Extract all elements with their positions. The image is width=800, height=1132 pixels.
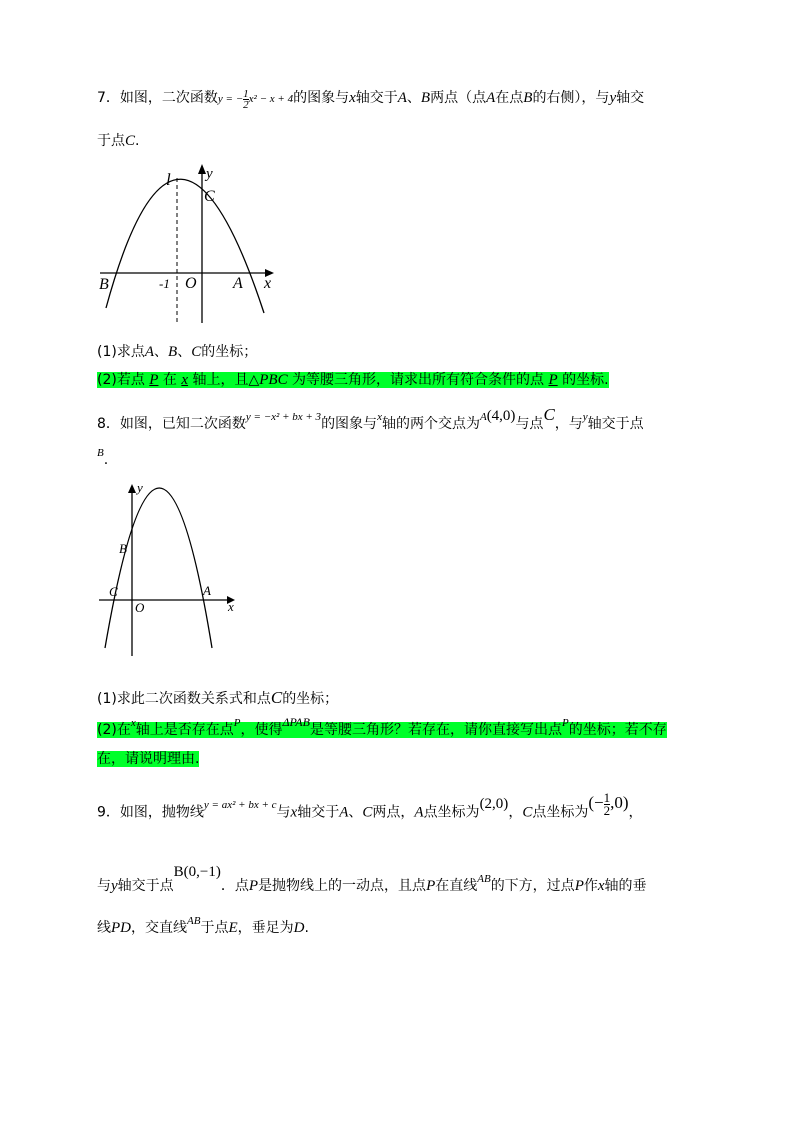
q8-line-2 [97, 447, 109, 471]
q9-text: 点坐标为 [423, 804, 480, 821]
q9-frac-num: 1 [603, 790, 611, 805]
q7-text: 轴交于 [355, 90, 398, 106]
q7-var-b: B [420, 90, 431, 106]
q9-var-x: x [290, 804, 298, 821]
q7-text: (1)求点 [97, 344, 145, 360]
q9-formula: y = ax² + bx + c [203, 799, 277, 812]
q9-frac-den: 2 [603, 803, 611, 818]
q9-var-d: D [293, 920, 305, 936]
q8-text: (1)求此二次函数关系式和点 [97, 691, 271, 707]
q8-graph [95, 478, 250, 658]
q7-text: 在 [158, 372, 182, 388]
q8-label-a: A [203, 583, 211, 598]
q7-var-y: y [609, 90, 617, 106]
q7-text: . [135, 133, 140, 149]
q7-label-x: x [264, 275, 272, 292]
q8-var-c: C [270, 688, 283, 707]
q9-c-coord-close: ,0) [610, 793, 629, 813]
q7-text: 于点 [97, 133, 125, 149]
q7-line-1 [97, 88, 644, 110]
q8-text: 轴的两个交点为 [381, 416, 480, 432]
q9-var-a: A [339, 804, 349, 821]
q7-var-pbc: PBC [259, 372, 288, 388]
q7-text: 轴交 [616, 90, 645, 106]
q7-label-y: y [206, 166, 213, 182]
q7-var-x: x [181, 372, 189, 388]
q8-text: . [103, 452, 109, 468]
q9-text: 如图，抛物线 [119, 804, 204, 821]
q7-var-x: x [349, 90, 356, 106]
q8-label-o: O [135, 600, 145, 615]
q9-number: 9． [97, 804, 120, 821]
q7-label-l: l [166, 170, 171, 189]
q8-var-x: x [130, 717, 136, 729]
q9-text: 轴交于点 [117, 878, 174, 894]
q7-formula-post: x² − x + 4 [248, 93, 294, 105]
q7-label-b: B [99, 276, 109, 293]
q7-line-2 [97, 131, 139, 151]
q9-text: ， [628, 804, 643, 821]
q7-text: 的坐标. [557, 372, 609, 388]
q9-text: 在直线 [435, 878, 478, 894]
q8-a-coord: (4,0) [486, 408, 516, 424]
q9-text: 作 [583, 878, 598, 894]
q9-text: 点坐标为 [532, 804, 589, 821]
q7-y-arrow [198, 164, 206, 174]
q7-text: (2)若点 [97, 372, 150, 388]
q9-var-pd: PD [111, 920, 131, 936]
q8-text: ，与 [554, 416, 583, 432]
q7-var-b: B [523, 90, 533, 106]
q9-text: ．点 [220, 878, 249, 894]
q8-text: (2)在 [97, 722, 131, 738]
q8-line-1 [97, 405, 644, 435]
q7-var-a: A [486, 90, 496, 106]
q9-text: 的下方，过点 [490, 878, 575, 894]
q7-label-neg1: -1 [159, 276, 170, 291]
q9-text: . [304, 920, 309, 936]
q7-text: 为等腰三角形，请求出所有符合条件的点 [287, 372, 549, 388]
q8-var-y: y [582, 411, 588, 423]
q9-var-p: P [426, 878, 436, 894]
q8-label-b: B [119, 541, 127, 556]
q9-text: 轴交于 [297, 804, 340, 821]
q8-var-a: A [479, 411, 487, 423]
q8-var-pab: ΔPAB [282, 715, 310, 729]
q9-line-1 [97, 790, 643, 825]
q9-text: ，交直线 [131, 920, 187, 936]
q8-part-2-line-1 [97, 715, 667, 741]
q8-formula: y = −x² + bx + 3 [245, 411, 322, 423]
q9-b-coord: B(0,−1) [173, 864, 221, 880]
q9-line-2 [97, 864, 647, 897]
q9-c-coord-open: (− [588, 793, 604, 813]
q7-graph [92, 158, 282, 326]
q9-text: 与 [97, 878, 111, 894]
q7-formula [217, 87, 294, 111]
q9-var-c: C [522, 804, 533, 821]
q8-text: 在，请说明理由. [97, 751, 200, 767]
q8-label-c: C [109, 584, 118, 599]
q8-var-b: B [97, 447, 104, 459]
q7-text: 两点（点 [430, 90, 487, 106]
q9-var-x: x [597, 878, 605, 894]
q9-var-e: E [228, 920, 238, 936]
q7-text: 、 [406, 90, 421, 106]
q9-c-coord [588, 790, 629, 818]
q9-var-ab: AB [187, 915, 201, 927]
q9-var-p: P [248, 878, 259, 894]
q7-var-c: C [125, 133, 136, 149]
q9-text: ，垂足为 [237, 920, 294, 936]
q8-var-p: P [233, 717, 241, 729]
q9-text: 于点 [200, 920, 229, 936]
q7-var-c: C [191, 344, 202, 360]
q8-point-a [480, 408, 515, 424]
q9-text: 与 [276, 804, 291, 821]
q7-part-2 [97, 370, 609, 390]
q8-var-x: x [377, 411, 382, 423]
q7-parabola [106, 179, 264, 313]
q9-var-p: P [574, 878, 584, 894]
q7-text: 、 [154, 344, 169, 360]
q8-part-2-line-2 [97, 749, 199, 769]
q8-text: 的坐标； [282, 691, 339, 707]
q8-text: 轴上是否存在点 [135, 722, 234, 738]
q9-text: 轴的垂 [604, 878, 647, 894]
q8-parabola [105, 488, 212, 648]
q8-var-c: C [543, 405, 555, 424]
q9-text: 线 [97, 920, 111, 936]
q7-var-b: B [168, 344, 178, 360]
q8-text: 的坐标；若不存 [568, 722, 667, 738]
q9-var-c: C [362, 804, 373, 821]
q7-part-1 [97, 342, 257, 362]
q7-number: 7． [97, 90, 120, 106]
q7-formula-pre: y = − [217, 93, 244, 105]
q7-var-p: P [548, 372, 558, 388]
q9-text: ， [508, 804, 523, 821]
q8-part-1 [97, 688, 338, 709]
q9-line-3 [97, 915, 309, 939]
q7-label-c: C [204, 188, 215, 205]
q8-text: ，使得 [240, 722, 283, 738]
q9-var-y: y [111, 878, 118, 894]
q7-text: 的坐标； [201, 344, 258, 360]
q7-part-2-highlight [97, 372, 609, 388]
q8-var-p: P [561, 717, 569, 729]
q7-text: 、 [177, 344, 192, 360]
q7-text: 轴上，且△ [188, 372, 260, 388]
q7-text: 如图，二次函数 [119, 90, 218, 106]
q9-a-coord: (2,0) [479, 796, 509, 813]
q8-label-y: y [137, 480, 143, 495]
q8-text: 的图象与 [321, 416, 378, 432]
q7-var-a: A [144, 344, 155, 360]
q9-text: 是抛物线上的一动点，且点 [258, 878, 427, 894]
q8-text: 是等腰三角形？若存在，请你直接写出点 [309, 722, 562, 738]
q7-label-o: O [185, 275, 197, 292]
q8-text: 轴交于点 [587, 416, 644, 432]
q7-var-a: A [397, 90, 407, 106]
q9-text: 两点， [372, 804, 415, 821]
q7-label-a: A [233, 275, 243, 292]
q9-var-a: A [414, 804, 424, 821]
q7-frac-num: 1 [243, 87, 249, 100]
q8-number: 8． [97, 416, 120, 432]
q7-text: 的右侧），与 [532, 90, 610, 106]
q8-label-x: x [228, 599, 234, 614]
q7-var-p: P [149, 372, 159, 388]
q8-text: 与点 [515, 416, 544, 432]
q9-var-ab: AB [477, 873, 491, 885]
q8-y-arrow [128, 484, 136, 493]
q8-text: 如图，已知二次函数 [119, 416, 246, 432]
q7-text: 的图象与 [293, 90, 350, 106]
q7-text: 在点 [495, 90, 524, 106]
q7-frac-den: 2 [243, 98, 249, 111]
q8-part-2-highlight [97, 715, 667, 738]
q9-text: 、 [348, 804, 363, 821]
